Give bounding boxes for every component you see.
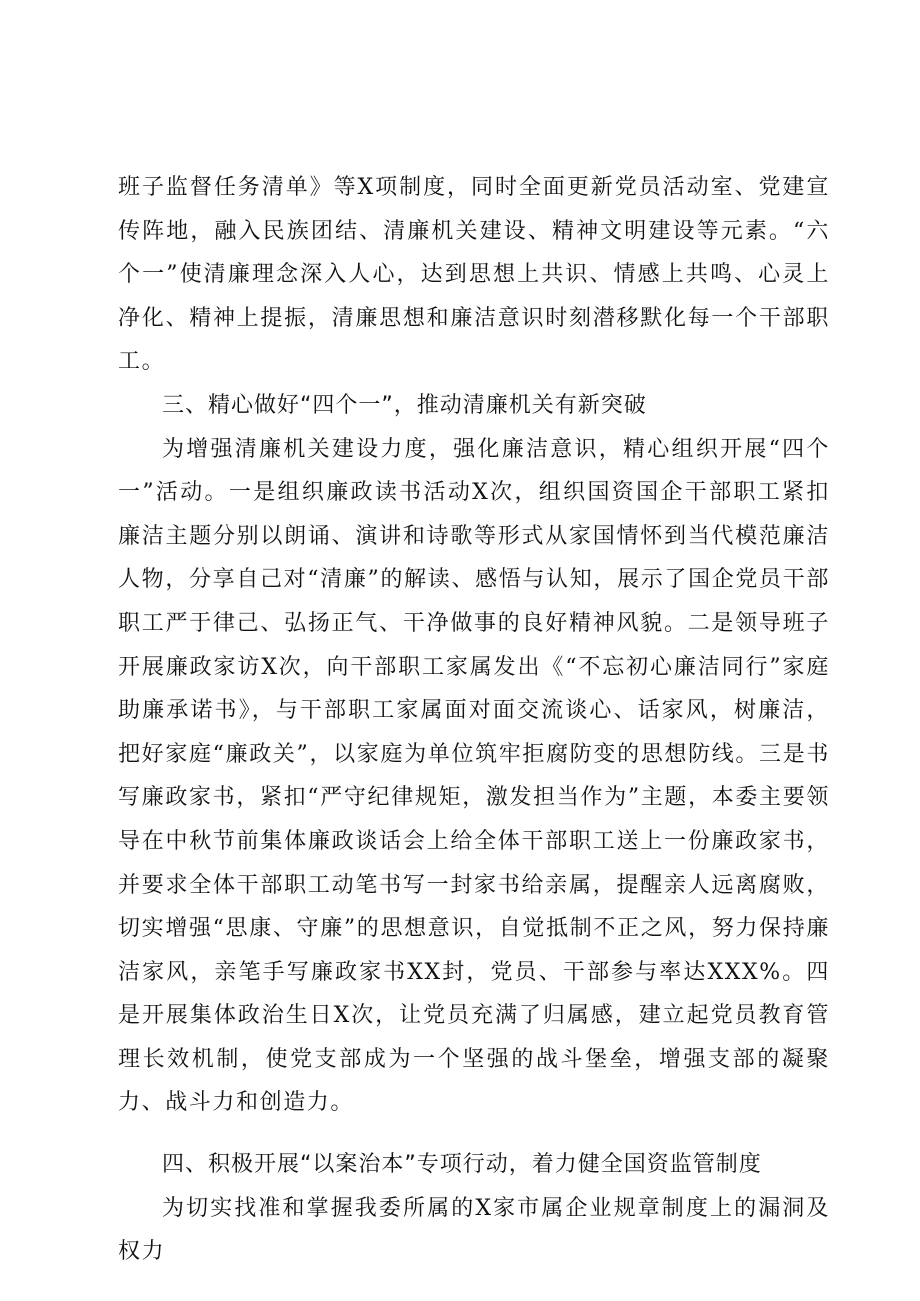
section-heading-three: 三、精心做好“四个一”，推动清廉机关有新突破 [162,392,647,418]
continuation-paragraph: 班子监督任务清单》等X项制度，同时全面更新党员活动室、党建宣传阵地，融入民族团结、清廉机关建设、精神文明建设等元素。“六个一”使清廉理念深入人心，达到思想上共识、情感上共鸣、心灵上净化、精神上提振，清廉思想和廉洁意识时刻潜移默化每一个干部职工。 [118,175,830,375]
section-four-paragraph: 为切实找准和掌握我委所属的X家市属企业规章制度上的漏洞及权力 [118,1195,830,1265]
section-heading-four: 四、积极开展“以案治本”专项行动，着力健全国资监管制度 [162,1152,762,1178]
document-body [118,166,830,1274]
section-three-paragraph: 为增强清廉机关建设力度，强化廉洁意识，精心组织开展“四个一”活动。一是组织廉政读书活动X次，组织国资国企干部职工紧扣廉洁主题分别以朗诵、演讲和诗歌等形式从家国情怀到当代模范廉洁人物，分享自己对“清廉”的解读、感悟与认知，展示了国企党员干部职工严于律己、弘扬正气、干净做事的良好精神风貌。二是领导班子开展廉政家访X次，向干部职工家属发出《“不忘初心廉洁同行”家庭助廉承诺书》，与干部职工家属面对面交流谈心、话家风，树廉洁，把好家庭“廉政关”，以家庭为单位筑牢拒腐防变的思想防线。三是书写廉政家书，紧扣“严守纪律规矩，激发担当作为”主题，本委主要领导在中秋节前集体廉政谈话会上给全体干部职工送上一份廉政家书，并要求全体干部职工动笔书写一封家书给亲属，提醒亲人远离腐败，切实增强“思康、守廉”的思想意识，自觉抵制不正之风，努力保持廉洁家风，亲笔手写廉政家书XX封，党员、干部参与率达XXX%。四是开展集体政治生日X次，让党员充满了归属感，建立起党员教育管理长效机制，使党支部成为一个坚强的战斗堡垒，增强支部的凝聚力、战斗力和创造力。 [118,436,830,1116]
